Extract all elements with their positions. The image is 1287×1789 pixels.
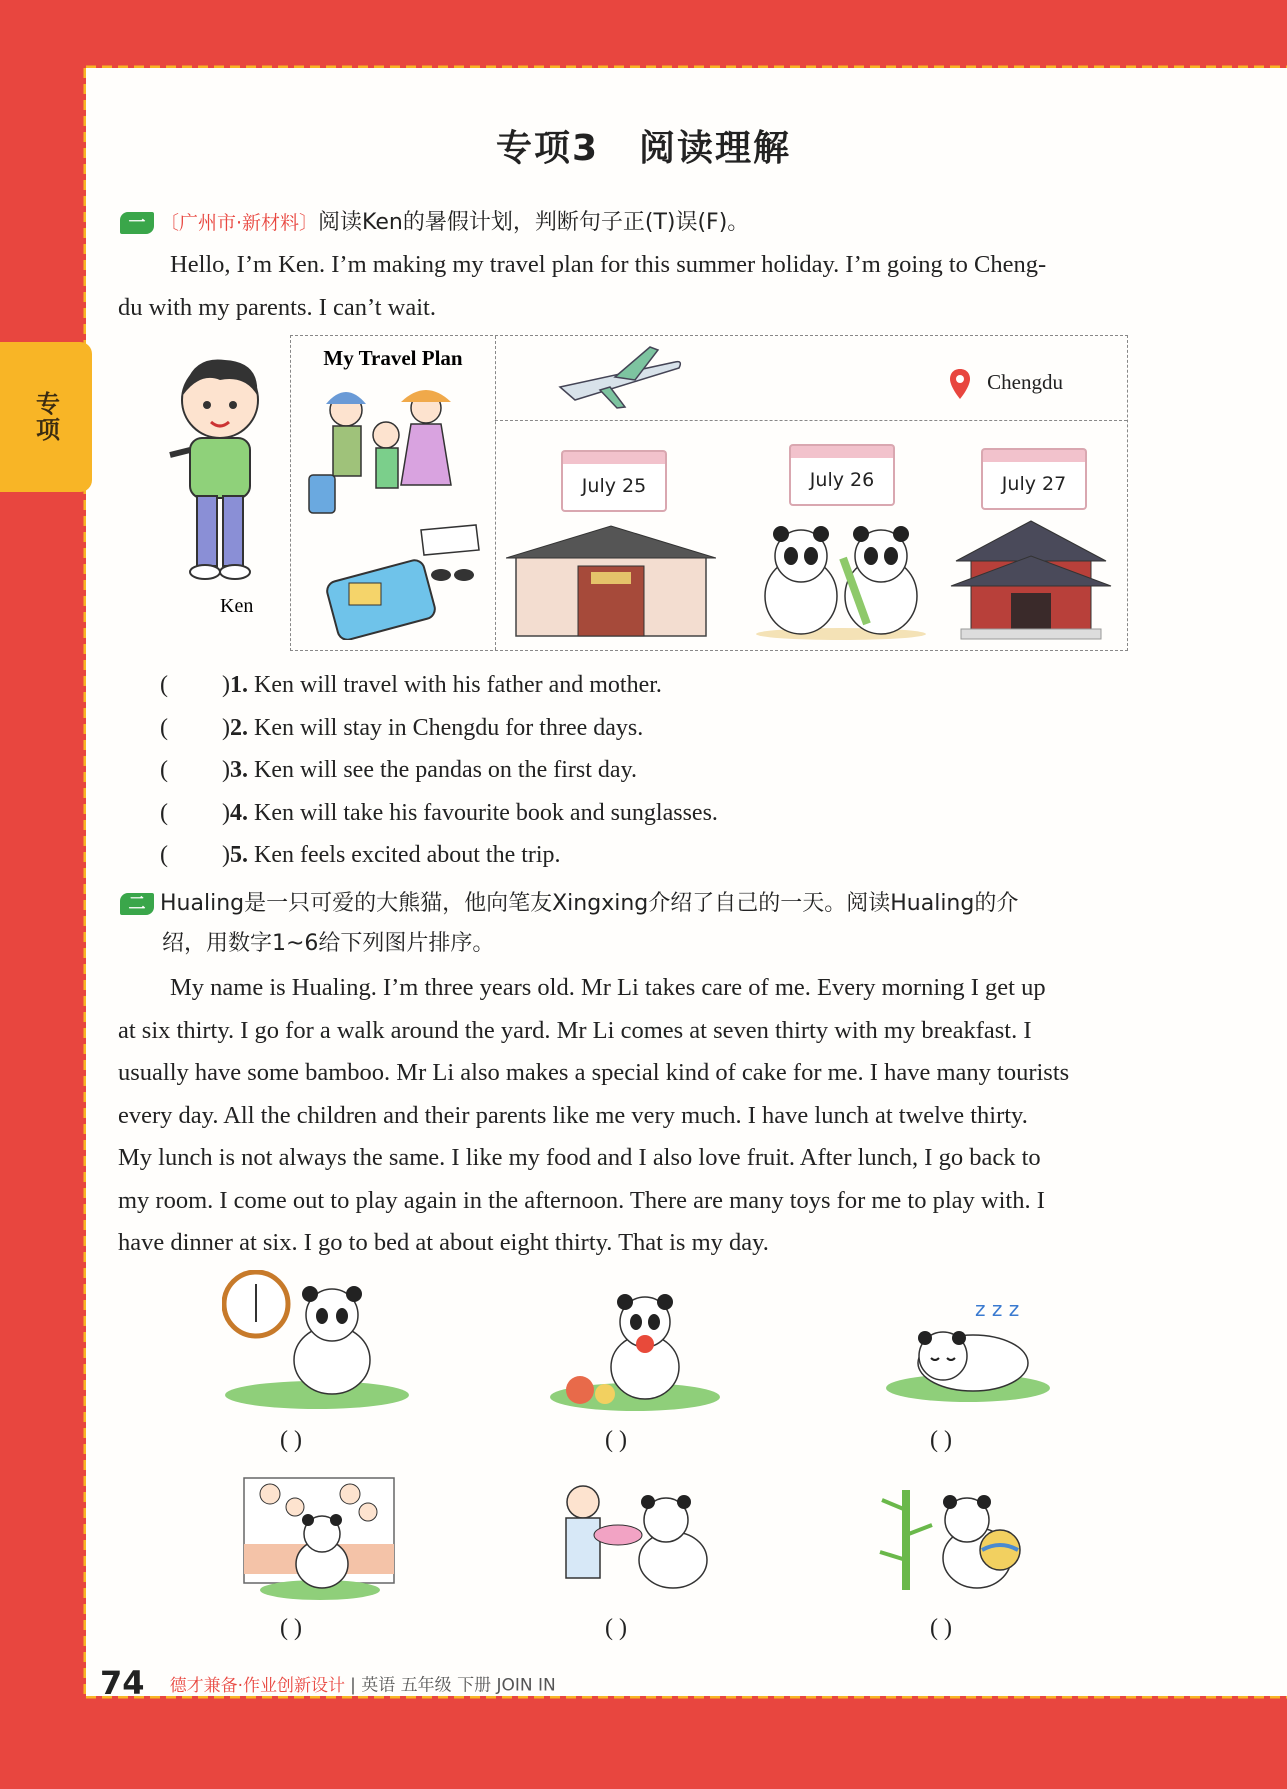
- panda-sleeping-picture: [883, 1288, 1053, 1408]
- museum-gate-illustration: [506, 516, 716, 641]
- date-card-day1: [561, 460, 667, 512]
- location-pin-icon: [949, 368, 971, 400]
- plan-left-column: [291, 336, 496, 650]
- destination-city: Chengdu: [987, 370, 1063, 394]
- question-1: [160, 664, 718, 707]
- temple-illustration: [946, 511, 1116, 641]
- answer-blank[interactable]: ( ): [605, 1615, 627, 1641]
- panda-tourists-picture: [240, 1472, 400, 1602]
- section2-instruction: Hualing是一只可爱的大熊猫，他向笔友Xingxing介绍了自己的一天。阅读Hualing的介: [160, 891, 1019, 916]
- passage-line: my room. I come out to play again in the afternoon. There are many toys for me to play with. I: [118, 1186, 1045, 1214]
- page-title: [0, 120, 1287, 171]
- answer-blank[interactable]: ( ): [930, 1615, 952, 1641]
- answer-blank[interactable]: ( ): [280, 1427, 302, 1453]
- answer-blank[interactable]: ( ): [280, 1615, 302, 1641]
- title-part2: 阅读理解: [639, 128, 792, 169]
- passage-line: My name is Hualing. I’m three years old. Mr Li takes care of me. Every morning I get up: [170, 974, 1046, 1001]
- section1-tag: 〔广州市·新材料〕: [160, 212, 319, 234]
- answer-blank[interactable]: ( ): [160, 672, 230, 698]
- passage-line: every day. All the children and their parents like me very much. I have lunch at twelve thirty.: [118, 1101, 1028, 1129]
- section1-passage: [118, 244, 1158, 329]
- question-text: Ken will stay in Chengdu for three days.: [254, 714, 644, 741]
- series-title: 德才兼备·作业创新设计: [169, 1675, 346, 1696]
- section2-badge: 二: [120, 893, 154, 915]
- question-number: 3.: [230, 757, 248, 783]
- question-3: [160, 749, 718, 792]
- passage-line: Hello, I’m Ken. I’m making my travel plan for this summer holiday. I’m going to Cheng-: [170, 251, 1047, 278]
- question-2: [160, 707, 718, 750]
- side-tab-label: 专项: [31, 391, 60, 443]
- date-label: July 27: [1001, 473, 1067, 495]
- section2-instruction: 绍，用数字1~6给下列图片排序。: [162, 931, 495, 956]
- passage-line: have dinner at six. I go to bed at about eight thirty. That is my day.: [118, 1229, 769, 1256]
- answer-blank[interactable]: ( ): [930, 1427, 952, 1453]
- date-card-day2: [789, 454, 895, 506]
- answer-blank[interactable]: ( ): [160, 842, 230, 868]
- plan-top-row: [495, 336, 1127, 421]
- question-number: 4.: [230, 799, 248, 826]
- date-label: July 26: [809, 469, 875, 491]
- passage-line: My lunch is not always the same. I like my food and I also love fruit. After lunch, I go back to: [118, 1144, 1041, 1171]
- plan-title: My Travel Plan: [323, 346, 463, 370]
- page-number: 74: [100, 1664, 145, 1702]
- answer-blank[interactable]: ( ): [605, 1427, 627, 1453]
- passage-line: usually have some bamboo. Mr Li also makes a special kind of cake for me. I have many tourists: [118, 1059, 1070, 1086]
- answer-blank[interactable]: ( ): [160, 757, 230, 783]
- panda-cake-picture: [548, 1480, 718, 1600]
- question-number: 2.: [230, 714, 248, 741]
- family-luggage-illustration: [301, 380, 481, 640]
- svg-text:z z z: z z z: [975, 1297, 1020, 1321]
- ken-label: Ken: [220, 595, 254, 617]
- question-number: 1.: [230, 672, 248, 698]
- date-card-day3: [981, 458, 1087, 510]
- section1-instruction: 阅读Ken的暑假计划，判断句子正(T)误(F)。: [318, 210, 750, 235]
- date-label: July 25: [581, 475, 647, 497]
- question-text: Ken will travel with his father and mother.: [254, 672, 662, 698]
- panda-wakeup-clock-picture: [222, 1270, 412, 1410]
- question-4: [160, 792, 718, 835]
- section2-passage: [118, 967, 1158, 1265]
- airplane-icon: [555, 342, 685, 412]
- panda-eating-fruit-picture: [545, 1282, 725, 1412]
- question-list: [160, 664, 718, 877]
- title-part1: 专项3: [495, 128, 600, 169]
- answer-blank[interactable]: ( ): [160, 799, 230, 826]
- question-text: Ken will see the pandas on the first day.: [254, 757, 638, 783]
- question-5: [160, 834, 718, 877]
- book-meta: | 英语 五年级 下册 JOIN IN: [350, 1675, 556, 1696]
- section2-heading: [120, 884, 1165, 964]
- section1-heading: [120, 202, 749, 244]
- question-number: 5.: [230, 842, 248, 868]
- passage-line: at six thirty. I go for a walk around the yard. Mr Li comes at seven thirty with my breakfast. I: [118, 1016, 1032, 1044]
- question-text: Ken feels excited about the trip.: [254, 842, 561, 868]
- ken-illustration: [165, 350, 275, 590]
- passage-line: du with my parents. I can’t wait.: [118, 293, 436, 321]
- answer-blank[interactable]: ( ): [160, 714, 230, 741]
- panda-playing-ball-picture: [872, 1480, 1042, 1600]
- section1-badge: 一: [120, 212, 154, 234]
- pandas-illustration: [751, 516, 931, 641]
- side-tab: [0, 342, 92, 492]
- question-text: Ken will take his favourite book and sunglasses.: [254, 799, 718, 826]
- travel-plan-box: [290, 335, 1128, 651]
- footer: [100, 1664, 556, 1702]
